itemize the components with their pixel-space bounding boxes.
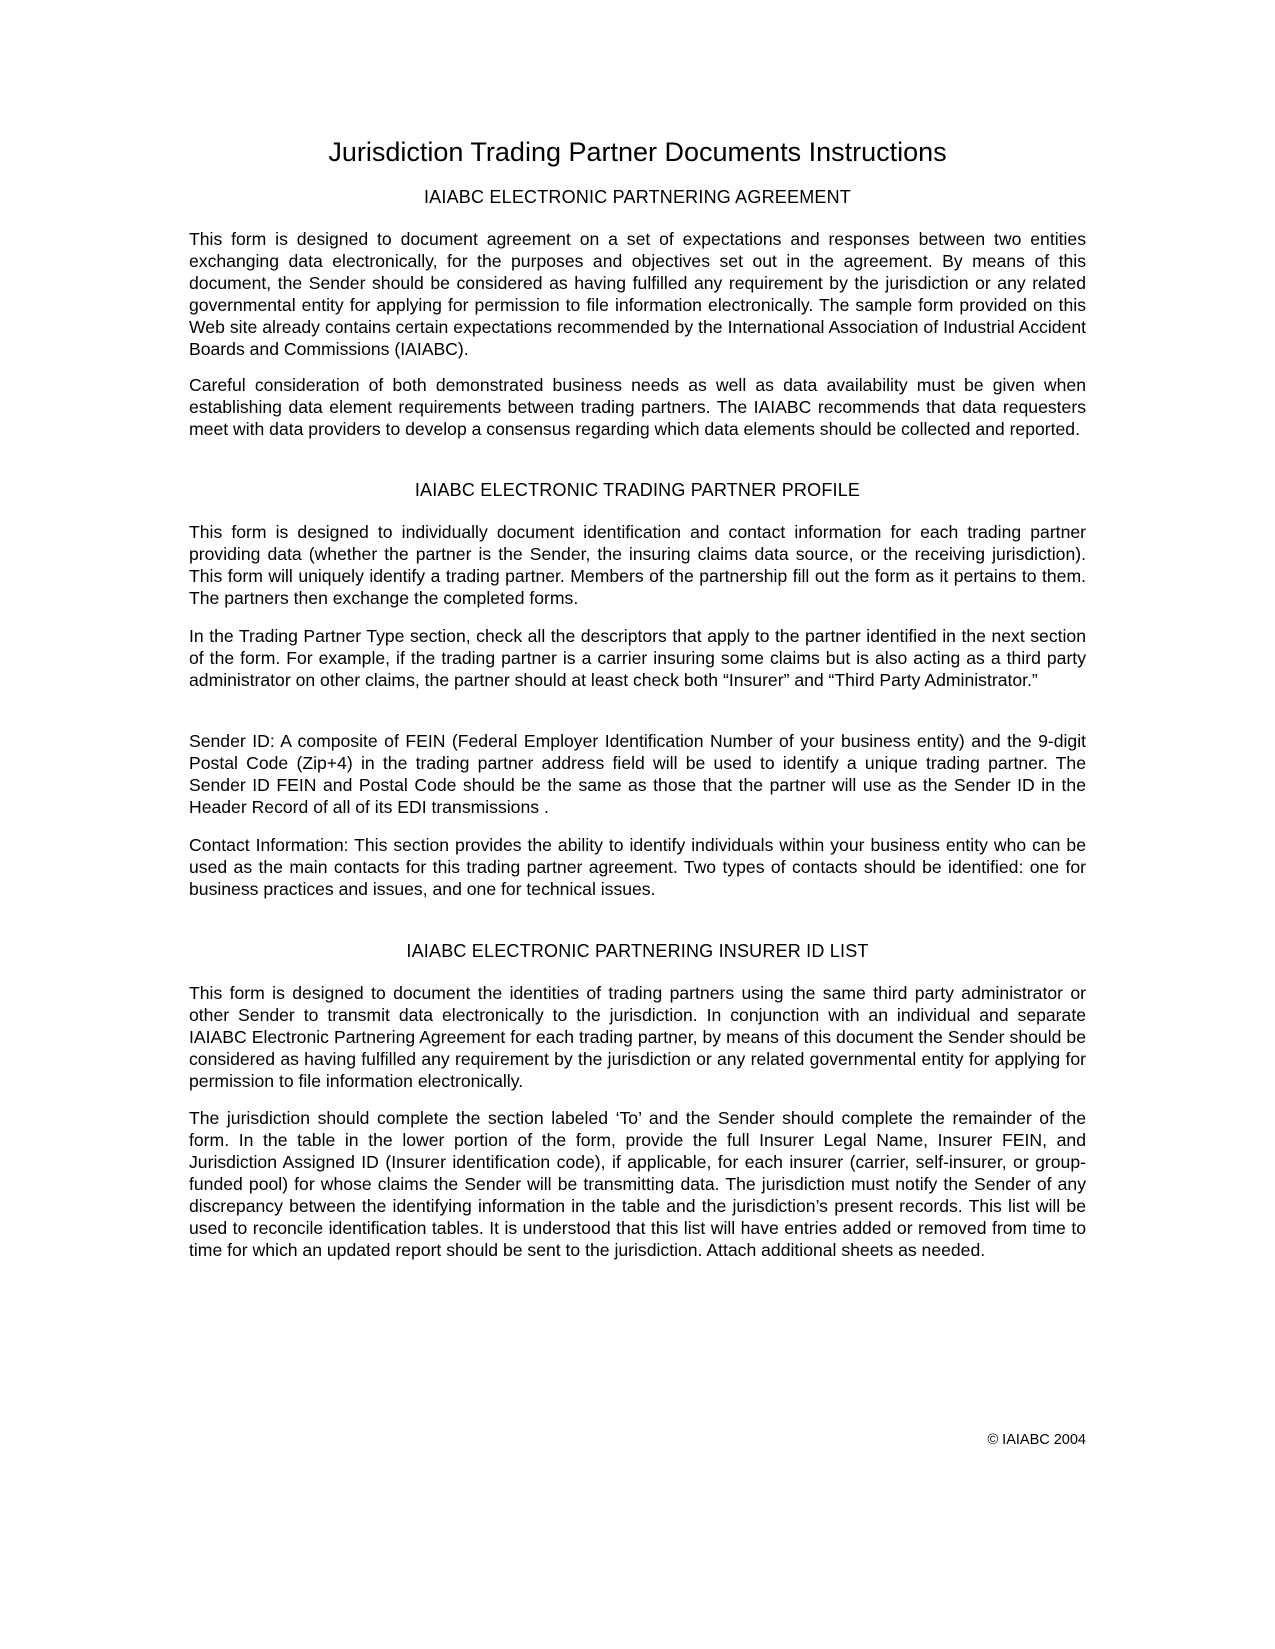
copyright-notice: © IAIABC 2004 <box>987 1432 1086 1448</box>
paragraph-insurer-id-list-1: This form is designed to document the identities of trading partners using the same third party administrator or other Sender to transmit data electronically to the jurisdiction. In conjunction with an individual and separate IAIABC Electronic Partnering Agreement for each trading partner, by means of this document the Sender should be considered as having fulfilled any requirement by the jurisdiction or any related governmental entity for applying for permission to file information electronically. <box>189 983 1086 1091</box>
paragraph-contact-information: Contact Information: This section provides the ability to identify individuals within your business entity who can be used as the main contacts for this trading partner agreement. Two types of contacts should be identified: one for business practices and issues, and one for technical issues. <box>189 835 1086 899</box>
section-heading-trading-partner-profile: IAIABC ELECTRONIC TRADING PARTNER PROFILE <box>414 480 861 500</box>
document-page <box>189 0 1086 1649</box>
page-title: Jurisdiction Trading Partner Documents Instructions <box>328 137 947 167</box>
section-heading-insurer-id-list: IAIABC ELECTRONIC PARTNERING INSURER ID LIST <box>406 941 869 961</box>
paragraph-trading-partner-profile-2: In the Trading Partner Type section, check all the descriptors that apply to the partner identified in the next section of the form. For example, if the trading partner is a carrier insuring some claims but is also acting as a third party administrator on other claims, the partner should at least check both “Insurer” and “Third Party Administrator.” <box>189 626 1086 690</box>
paragraph-trading-partner-profile-1: This form is designed to individually document identification and contact information for each trading partner providing data (whether the partner is the Sender, the insuring claims data source, or the receiving jurisdiction). This form will uniquely identify a trading partner. Members of the partnership fill out the form as it pertains to them. The partners then exchange the completed forms. <box>189 522 1086 608</box>
paragraph-partnering-agreement-2: Careful consideration of both demonstrated business needs as well as data availability must be given when establishing data element requirements between trading partners. The IAIABC recommends that data requesters meet with data providers to develop a consensus regarding which data elements should be collected and reported. <box>189 375 1086 439</box>
paragraph-sender-id: Sender ID: A composite of FEIN (Federal Employer Identification Number of your business entity) and the 9-digit Postal Code (Zip+4) in the trading partner address field will be used to identify a unique trading partner. The Sender ID FEIN and Postal Code should be the same as those that the partner will use as the Sender ID in the Header Record of all of its EDI transmissions . <box>189 731 1086 817</box>
section-heading-partnering-agreement: IAIABC ELECTRONIC PARTNERING AGREEMENT <box>423 187 851 207</box>
paragraph-insurer-id-list-2: The jurisdiction should complete the section labeled ‘To’ and the Sender should complete the remainder of the form. In the table in the lower portion of the form, provide the full Insurer Legal Name, Insurer FEIN, and Jurisdiction Assigned ID (Insurer identification code), if applicable, for each insurer (carrier, self-insurer, or group-funded pool) for whose claims the Sender will be transmitting data. The jurisdiction must notify the Sender of any discrepancy between the identifying information in the table and the jurisdiction’s present records. This list will be used to reconcile identification tables. It is understood that this list will have entries added or removed from time to time for which an updated report should be sent to the jurisdiction. Attach additional sheets as needed. <box>189 1108 1086 1260</box>
paragraph-partnering-agreement-1: This form is designed to document agreement on a set of expectations and responses between two entities exchanging data electronically, for the purposes and objectives set out in the agreement. By means of this document, the Sender should be considered as having fulfilled any requirement by the jurisdiction or any related governmental entity for applying for permission to file information electronically. The sample form provided on this Web site already contains certain expectations recommended by the International Association of Industrial Accident Boards and Commissions (IAIABC). <box>189 229 1086 359</box>
